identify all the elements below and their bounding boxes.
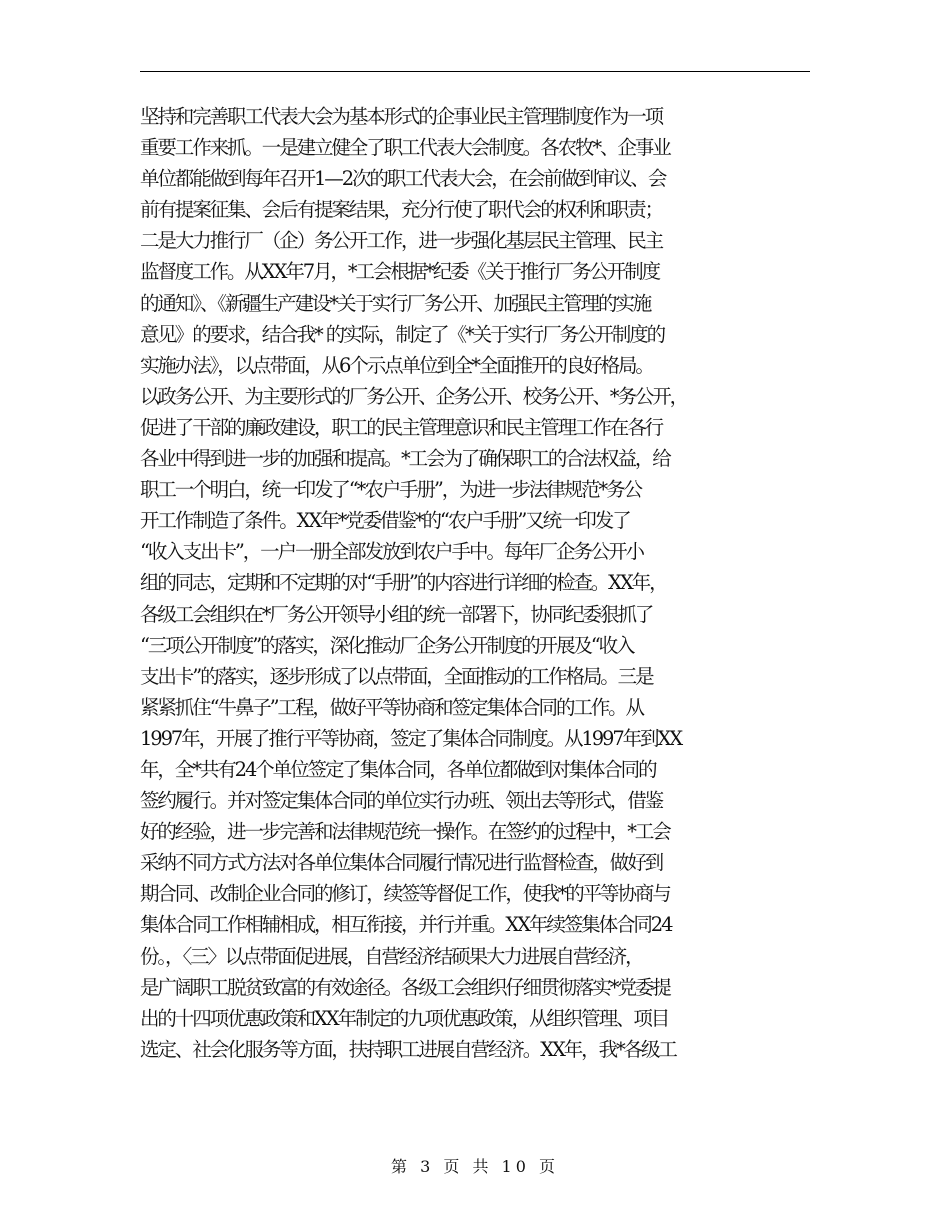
text-line: 支出卡”的落实，逐步形成了以点带面，全面推动的工作格局。三是 bbox=[140, 664, 653, 688]
text-line: 开工作制造了条件。XX年*党委借鉴*的“农户手册”又统一印发了 bbox=[140, 509, 630, 533]
text-line: “收入支出卡”，一户一册全部发放到农户手中。每年厂企务公开小 bbox=[140, 540, 643, 564]
text-line: 重要工作来抓。一是建立健全了职工代表大会制度。各农牧*、企事业 bbox=[140, 136, 670, 160]
text-line: 组的同志，定期和不定期的对“手册”的内容进行详细的检查。XX年， bbox=[140, 571, 667, 595]
text-line: 促进了干部的廉政建设，职工的民主管理意识和民主管理工作在各行 bbox=[140, 415, 663, 439]
text-line: 监督度工作。从XX年7月，*工会根据*纪委《关于推行厂务公开制度 bbox=[140, 260, 659, 284]
text-line: 份。，〈三〉以点带面促进展，自营经济结硕果大力进展自营经济， bbox=[140, 944, 643, 968]
text-line: “三项公开制度”的落实，深化推动厂企务公开制度的开展及“收入 bbox=[140, 633, 634, 657]
text-line: 各级工会组织在*厂务公开领导小组的统一部署下，协同纪委狠抓了 bbox=[140, 602, 653, 626]
page-footer: 第 3 页 共 10 页 bbox=[391, 1157, 559, 1176]
header-rule bbox=[140, 71, 810, 72]
body-paragraph bbox=[140, 101, 820, 1065]
text-line: 职工一个明白，统一印发了“*农户手册”，为进一步法律规范*务公 bbox=[140, 478, 641, 502]
text-line: 的通知》、《新疆生产建设*关于实行厂务公开、加强民主管理的实施 bbox=[140, 291, 651, 315]
text-line: 签约履行。并对签定集体合同的单位实行办班、领出去等形式，借鉴 bbox=[140, 789, 663, 813]
text-line: 采纳不同方式方法对各单位集体合同履行情况进行监督检查，做好到 bbox=[140, 851, 663, 875]
text-line: 好的经验，进一步完善和法律规范统一操作。在签约的过程中，*工会 bbox=[140, 820, 670, 844]
text-line: 期合同、改制企业合同的修订，续签等督促工作，使我*的平等协商与 bbox=[140, 882, 670, 906]
text-line: 二是大力推行厂（企）务公开工作，进一步强化基层民主管理、民主 bbox=[140, 229, 663, 253]
text-line: 前有提案征集、会后有提案结果，充分行使了职代会的权利和职责； bbox=[140, 198, 663, 222]
text-line: 集体合同工作相辅相成，相互衔接，并行并重。XX年续签集体合同24 bbox=[140, 913, 672, 937]
text-line: 意见》的要求，结合我* 的实际，制定了《*关于实行厂务公开制度的 bbox=[140, 322, 664, 346]
text-line: 年，全*共有24个单位签定了集体合同，各单位都做到对集体合同的 bbox=[140, 757, 656, 781]
text-line: 以政务公开、为主要形式的厂务公开、企务公开、校务公开、*务公开， bbox=[140, 384, 688, 408]
text-line: 出的十四项优惠政策和XX年制定的九项优惠政策，从组织管理、项目 bbox=[140, 1006, 669, 1030]
text-line: 实施办法》，以点带面，从6个示点单位到全*全面推开的良好格局。 bbox=[140, 353, 653, 377]
text-line: 紧紧抓住“牛鼻子”工程，做好平等协商和签定集体合同的工作。从 bbox=[140, 695, 643, 719]
text-line: 选定、社会化服务等方面，扶持职工进展自营经济。XX年，我*各级工 bbox=[140, 1037, 676, 1061]
text-line: 1997年，开展了推行平等协商，签定了集体合同制度。从1997年到XX bbox=[140, 726, 682, 750]
text-line: 单位都能做到每年召开1—2次的职工代表大会，在会前做到审议、会 bbox=[140, 167, 666, 191]
text-line: 各业中得到进一步的加强和提高。*工会为了确保职工的合法权益，给 bbox=[140, 447, 670, 471]
text-line: 坚持和完善职工代表大会为基本形式的企事业民主管理制度作为一项 bbox=[140, 105, 663, 128]
text-line: 是广阔职工脱贫致富的有效途径。各级工会组织仔细贯彻落实*党委提 bbox=[140, 975, 670, 999]
